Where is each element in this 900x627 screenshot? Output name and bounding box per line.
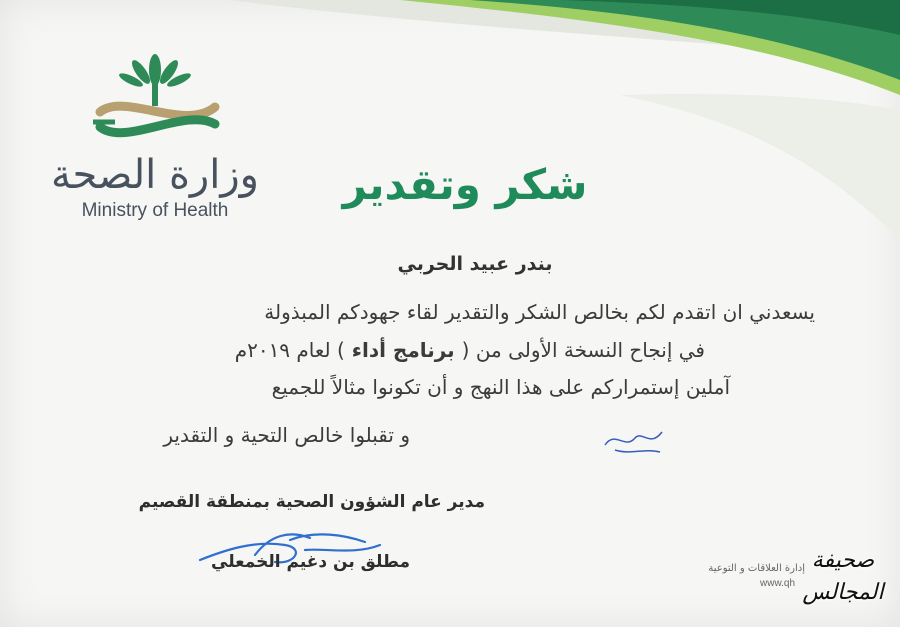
small-signature-icon	[600, 420, 670, 460]
signatory-title: مدير عام الشؤون الصحية بمنطقة القصيم	[138, 492, 485, 512]
body-line-4: و تقبلوا خالص التحية و التقدير	[163, 423, 410, 447]
program-name: برنامج أداء	[344, 338, 462, 362]
ministry-logo	[50, 52, 260, 232]
body-line-2-end: ) لعام ٢٠١٩م	[234, 338, 345, 362]
logo-arabic-name: وزارة الصحة	[51, 152, 259, 198]
newspaper-watermark	[788, 545, 898, 625]
footer-website: www.qh	[760, 578, 796, 589]
body-line-3: آملين إستمراركم على هذا النهج و أن تكونوا مثالاً للجميع	[271, 375, 730, 399]
body-line-2-start: في إنجاح النسخة الأولى من (	[461, 338, 705, 362]
recipient-name: بندر عبيد الحربي	[397, 253, 553, 275]
signatory-name: مطلق بن دغيم الخمعلي	[211, 552, 410, 572]
logo-english-name: Ministry of Health	[81, 200, 229, 221]
certificate-title: شكر وتقدير	[342, 160, 588, 209]
watermark-text: صحيفة المجالس	[802, 548, 884, 605]
palm-swords-emblem-icon	[85, 52, 225, 147]
footer-department: إدارة العلاقات و التوعية	[708, 563, 805, 574]
body-line-1: يسعدني ان اتقدم لكم بخالص الشكر والتقدير لقاء جهودكم المبذولة	[264, 300, 815, 324]
body-line-2	[235, 338, 705, 362]
